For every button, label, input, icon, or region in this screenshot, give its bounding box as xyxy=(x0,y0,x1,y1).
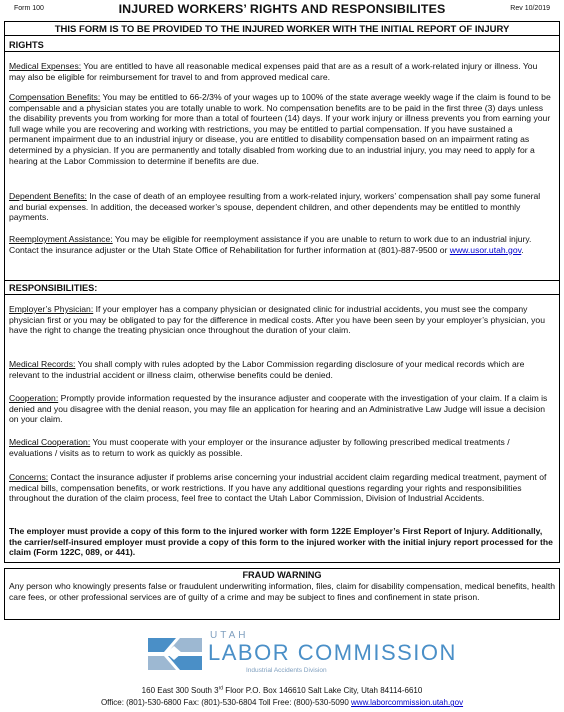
term-label: Cooperation: xyxy=(9,393,59,403)
footer-contact xyxy=(0,698,564,707)
term-label: Employer’s Physician: xyxy=(9,304,94,314)
rights-reemployment-assistance xyxy=(9,234,555,255)
rights-dependent-benefits xyxy=(9,191,555,223)
term-text-end: . xyxy=(521,244,524,255)
logo-division-text: Industrial Accidents Division xyxy=(246,667,327,674)
contact-numbers: Office: (801)-530-6800 Fax: (801)-530-6804 Toll Free: (800)-530-5090 xyxy=(100,698,352,707)
labor-commission-logo xyxy=(146,630,457,682)
term-text: You are entitled to have all reasonable medical expenses paid that are as a result of a work-related injury or illness. You may also be eligible for reimbursement for travel to and from approved medical care. xyxy=(9,61,538,82)
fraud-warning-text: Any person who knowingly presents false or fraudulent underwriting information, files, claim for disability compensation, medical benefits, health care fees, or other professional services are of guilty of a crime and may be subject to fines and confinement in state prison. xyxy=(9,581,555,602)
footer-address xyxy=(0,686,564,695)
term-label: Concerns: xyxy=(9,472,49,482)
rights-compensation-benefits xyxy=(9,92,555,166)
term-label: Reemployment Assistance: xyxy=(9,234,113,244)
form-header xyxy=(10,3,554,17)
responsibilities-heading: RESPONSIBILITIES: xyxy=(5,280,559,295)
term-text: You shall comply with rules adopted by the Labor Commission regarding disclosure of your medical records which are relevant to the industrial accident or illness claim, otherwise benefits could be denied. xyxy=(9,359,525,380)
page-title: INJURED WORKERS’ RIGHTS AND RESPONSIBILITES xyxy=(118,2,446,16)
form-notice: THIS FORM IS TO BE PROVIDED TO THE INJURED WORKER WITH THE INITIAL REPORT OF INJURY xyxy=(4,21,560,36)
resp-concerns xyxy=(9,472,555,504)
term-label: Dependent Benefits: xyxy=(9,191,87,201)
term-text: If your employer has a company physician or designated clinic for industrial accidents, you must see the company physician first or you may be obligated to pay for the difference in medical costs. After you have been seen by your employer’s physician, you have the right to change the treating physician once throughout the duration of your claim. xyxy=(9,304,545,336)
logo-utah-text: UTAH xyxy=(210,630,249,641)
term-text: Contact the insurance adjuster if problems arise concerning your industrial accident claim regarding medical treatment, payment of medical bills, compensation benefits, or work restrictions. If you have any additional questions regarding your rights and responsibilities throughout the duration of the claim process, feel free to contact the Utah Labor Commission, Division of Industrial Accidents. xyxy=(9,472,547,504)
term-label: Compensation Benefits: xyxy=(9,92,101,102)
fraud-warning-title: FRAUD WARNING xyxy=(242,570,322,580)
usor-link[interactable]: www.usor.utah.gov xyxy=(449,244,522,255)
address-rest: Floor P.O. Box 146610 Salt Lake City, Utah 84114-6610 xyxy=(223,686,423,695)
logo-name-text: LABOR COMMISSION xyxy=(208,640,457,665)
rights-heading: RIGHTS xyxy=(5,38,559,52)
term-label: Medical Expenses: xyxy=(9,61,82,71)
resp-employers-physician xyxy=(9,304,555,336)
term-text: You may be eligible for reemployment assistance if you are unable to return to work due to an industrial injury. Contact the insurance adjuster or the Utah State Office of Rehabilitation for further information at (801)-887-9500 or xyxy=(9,234,532,255)
term-label: Medical Records: xyxy=(9,359,76,369)
website-link[interactable]: www.laborcommission.utah.gov xyxy=(351,698,464,707)
term-text: You may be entitled to 66-2/3% of your wages up to 100% of the state average weekly wage if the claim is found to be compensable and a physician states you are totally unable to work. No compensation benefits are to be paid in the first three (3) days unless the disability prevents you from working for more than a total of fourteen (14) days. If your work injury or illness prevents you from earning your full wage while you are recovering and working with restrictions, you may be entitled to partial compensation. If you have sustained a permanent impairment due to an industrial injury or disease, you are entitled to disability compensation based on an impairment rating as determined by a physician. If you are permanently and totally disabled from working due to an industrial injury, you may need to apply for a hearing at the Labor Commission to determine if benefits are due. xyxy=(9,92,551,166)
labor-commission-logo-icon xyxy=(146,632,204,678)
resp-medical-records xyxy=(9,359,555,380)
term-text: Promptly provide information requested by the insurance adjuster and cooperate with the investigation of your claim. If a claim is denied and you disagree with the denial reason, you may file an application for hearing and an Administrative Law Judge will issue a decision on your claim. xyxy=(9,393,548,425)
form-id: Form 100 xyxy=(14,5,44,12)
address-part: 160 East 300 South 3 xyxy=(141,686,219,695)
address-superscript: rd xyxy=(218,685,224,692)
fraud-warning-box xyxy=(4,568,560,620)
term-text: You must cooperate with your employer or the insurance adjuster by following prescribed medical treatments / evaluations / visits as to return to work as quickly as possible. xyxy=(9,437,510,458)
revision-date: Rev 10/2019 xyxy=(510,5,550,12)
term-text: In the case of death of an employee resulting from a work-related injury, workers’ compensation shall pay some funeral and burial expenses. In addition, the deceased worker’s spouse, dependent children, and other dependents may be entitled to monthly payments. xyxy=(9,191,541,223)
rights-responsibilities-box xyxy=(4,36,560,563)
rights-medical-expenses xyxy=(9,61,555,82)
resp-medical-cooperation xyxy=(9,437,555,458)
employer-copy-requirement: The employer must provide a copy of this form to the injured worker with form 122E Employer’s First Report of Injury. Additionally, the carrier/self-insured employer must provide a copy of this form to the injured worker with the initial injury report processed for the claim (Form 122C, 089, or 441). xyxy=(9,526,553,558)
resp-cooperation xyxy=(9,393,555,425)
term-label: Medical Cooperation: xyxy=(9,437,91,447)
